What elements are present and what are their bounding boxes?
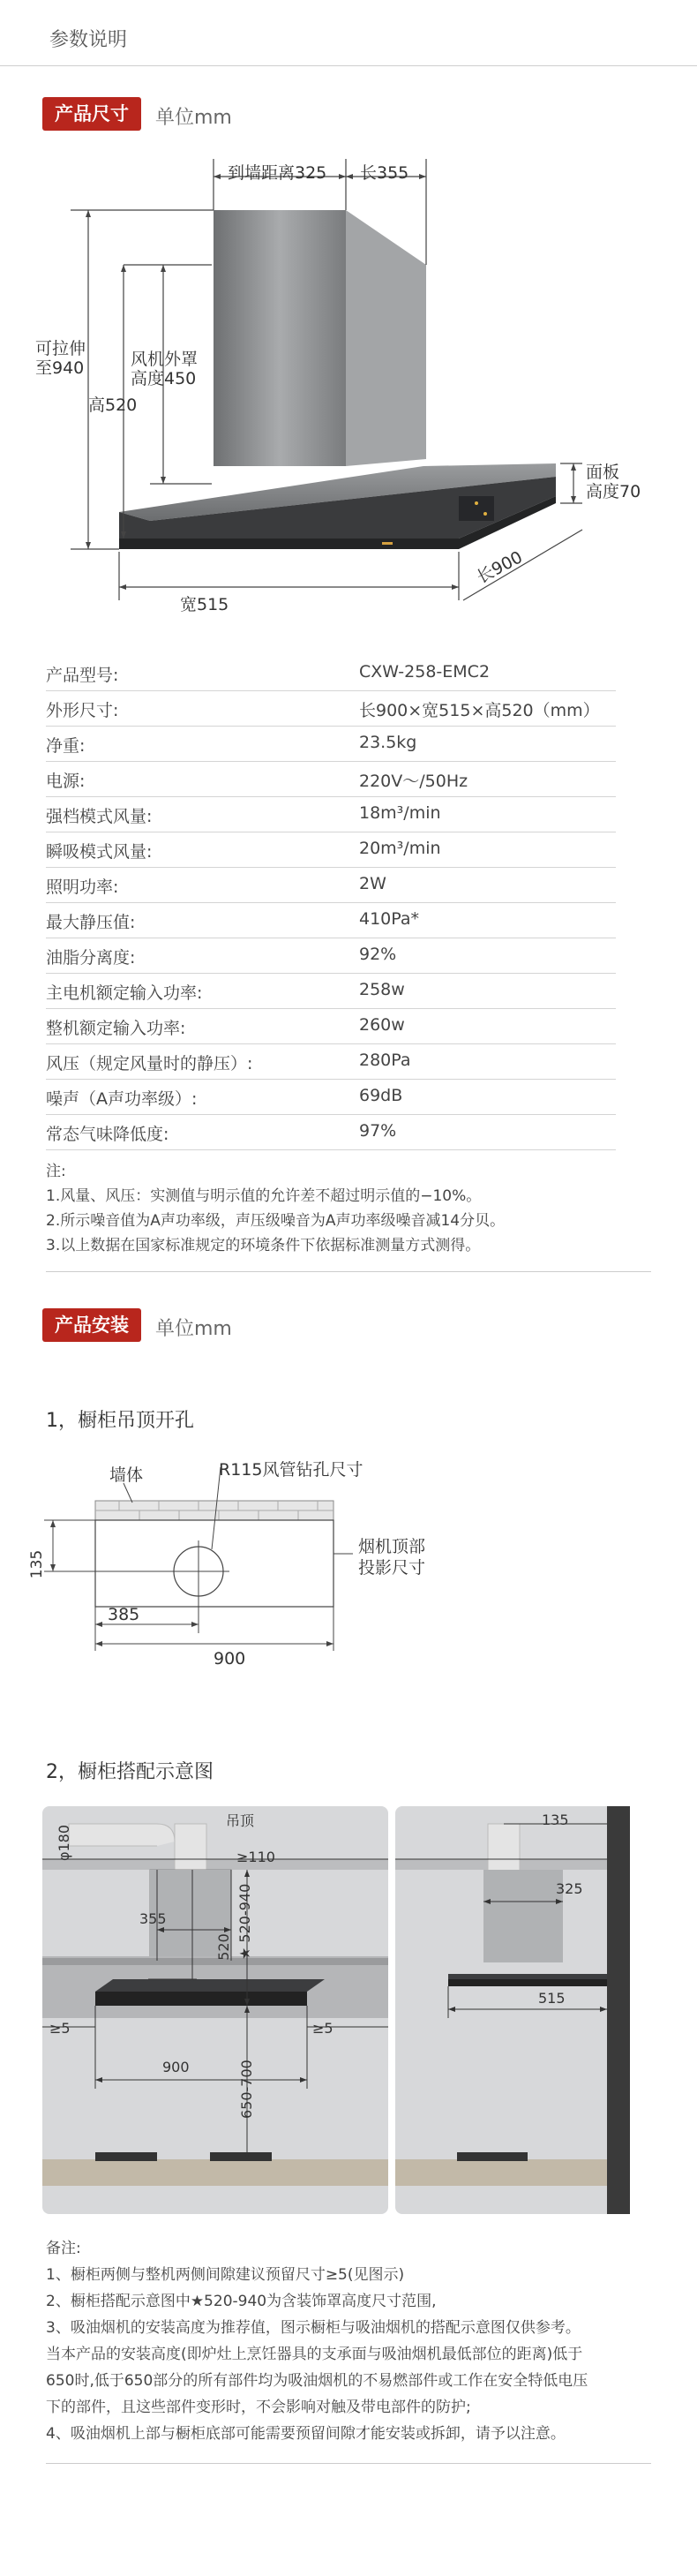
dim-length-top: 长355 — [360, 163, 409, 183]
spec-label: 整机额定输入功率: — [46, 1019, 186, 1038]
spec-label: 外形尺寸: — [46, 701, 119, 720]
size-section-tag: 产品尺寸 — [42, 97, 141, 131]
spec-value: 410Pa* — [359, 909, 420, 929]
spec-label: 噪声（A声功率级）: — [46, 1089, 198, 1109]
spec-label: 照明功率: — [46, 877, 119, 897]
dim-side-135: 135 — [542, 1811, 569, 1828]
dim-ge5-right: ≥5 — [312, 2020, 334, 2037]
spec-value: 92% — [359, 945, 397, 964]
chimney-front — [214, 210, 346, 466]
spec-notes-title: 注: — [46, 1163, 66, 1180]
dim-ge110: ≥110 — [236, 1849, 275, 1865]
spec-label: 油脂分离度: — [46, 948, 136, 968]
dim-650-700: 650-700 — [238, 2060, 255, 2119]
divider — [46, 1271, 651, 1272]
dim-900: 900 — [214, 1649, 246, 1668]
dim-side-325: 325 — [556, 1880, 583, 1897]
cabinet-fit-front-drawing — [42, 1806, 388, 2214]
spec-value: 280Pa — [359, 1051, 411, 1070]
dim-phi180: φ180 — [56, 1824, 73, 1862]
dim-355: 355 — [139, 1910, 167, 1927]
dim-fan-cover: 风机外罩 高度450 — [131, 350, 199, 388]
dim-panel: 面板 高度70 — [586, 463, 641, 501]
dim-extendable: 可拉伸 至940 — [35, 339, 86, 378]
dim-135: 135 — [28, 1549, 47, 1579]
dim-side-515: 515 — [538, 1990, 566, 2007]
install-note: 当本产品的安装高度(即炉灶上烹饪器具的支承面与吸油烟机最低部位的距离)低于 — [46, 2346, 583, 2363]
spec-value: 23.5kg — [359, 733, 417, 752]
spec-value: CXW-258-EMC2 — [359, 662, 491, 682]
install-note: 650时,低于650部分的所有部件均为吸油烟机的不易燃部件或工作在安全特低电压 — [46, 2372, 588, 2390]
wall-label: 墙体 — [109, 1465, 144, 1485]
spec-label: 常态气味降低度: — [46, 1125, 169, 1144]
duct-hole-label: R115风管钻孔尺寸 — [219, 1460, 363, 1480]
install-note: 2、橱柜搭配示意图中★520-940为含装饰罩高度尺寸范围, — [46, 2293, 437, 2310]
cabinet-fit-title: 2，橱柜搭配示意图 — [46, 1761, 214, 1783]
spec-note: 1.风量、风压：实测值与明示值的允许差不超过明示值的−10%。 — [46, 1187, 482, 1205]
page-title: 参数说明 — [49, 29, 128, 51]
size-section-unit: 单位mm — [155, 107, 232, 129]
dim-ge5-left: ≥5 — [49, 2020, 71, 2037]
divider — [46, 2463, 651, 2464]
install-section-unit: 单位mm — [155, 1318, 232, 1340]
dim-520: 520 — [214, 1933, 232, 1961]
spec-value: 220V～/50Hz — [359, 772, 468, 791]
spec-value: 2W — [359, 874, 386, 893]
cabinet-fit-side-drawing — [395, 1806, 630, 2214]
dim-900-fit: 900 — [162, 2059, 190, 2075]
install-notes-title: 备注: — [46, 2240, 81, 2257]
spec-label: 净重: — [46, 736, 86, 756]
chimney-side — [346, 210, 426, 466]
spec-value: 18m³/min — [359, 803, 441, 823]
install-section-tag: 产品安装 — [42, 1308, 141, 1342]
spec-value: 69dB — [359, 1086, 403, 1105]
spec-note: 3.以上数据在国家标准规定的环境条件下依据标准测量方式测得。 — [46, 1237, 481, 1254]
install-note: 1、橱柜两侧与整机两侧间隙建议预留尺寸≥5(见图示) — [46, 2266, 405, 2284]
dim-star-520-940: ★ 520-940 — [236, 1883, 253, 1960]
spec-note: 2.所示噪音值为A声功率级，声压级噪音为A声功率级噪音减14分贝。 — [46, 1212, 506, 1230]
dim-height: 高520 — [88, 395, 138, 415]
cabinet-hole-title: 1，橱柜吊顶开孔 — [46, 1410, 194, 1432]
spec-label: 电源: — [46, 772, 86, 791]
dim-to-wall: 到墙距离325 — [228, 163, 327, 183]
dim-length: 长900 — [473, 547, 526, 588]
dim-width: 宽515 — [180, 595, 229, 614]
install-note: 3、吸油烟机的安装高度为推荐值，图示橱柜与吸油烟机的搭配示意图仅供参考。 — [46, 2319, 581, 2337]
spec-value: 20m³/min — [359, 839, 441, 858]
spec-label: 产品型号: — [46, 666, 119, 685]
spec-label: 主电机额定输入功率: — [46, 983, 203, 1003]
spec-value: 97% — [359, 1121, 397, 1141]
spec-label: 强档模式风量: — [46, 807, 153, 826]
spec-value: 260w — [359, 1015, 405, 1035]
ceiling-label: 吊顶 — [226, 1812, 255, 1829]
spec-value: 长900×宽515×高520（mm） — [359, 701, 600, 720]
spec-label: 风压（规定风量时的静压）: — [46, 1054, 253, 1073]
spec-label: 瞬吸模式风量: — [46, 842, 153, 862]
projection-label: 烟机顶部 投影尺寸 — [358, 1537, 426, 1578]
install-note: 4、吸油烟机上部与橱柜底部可能需要预留间隙才能安装或拆卸，请予以注意。 — [46, 2425, 566, 2443]
spec-value: 258w — [359, 980, 405, 999]
spec-label: 最大静压值: — [46, 913, 136, 932]
dim-385: 385 — [108, 1605, 140, 1624]
install-note: 下的部件，且这些部件变形时，不会影响对触及带电部件的防护; — [46, 2399, 471, 2416]
